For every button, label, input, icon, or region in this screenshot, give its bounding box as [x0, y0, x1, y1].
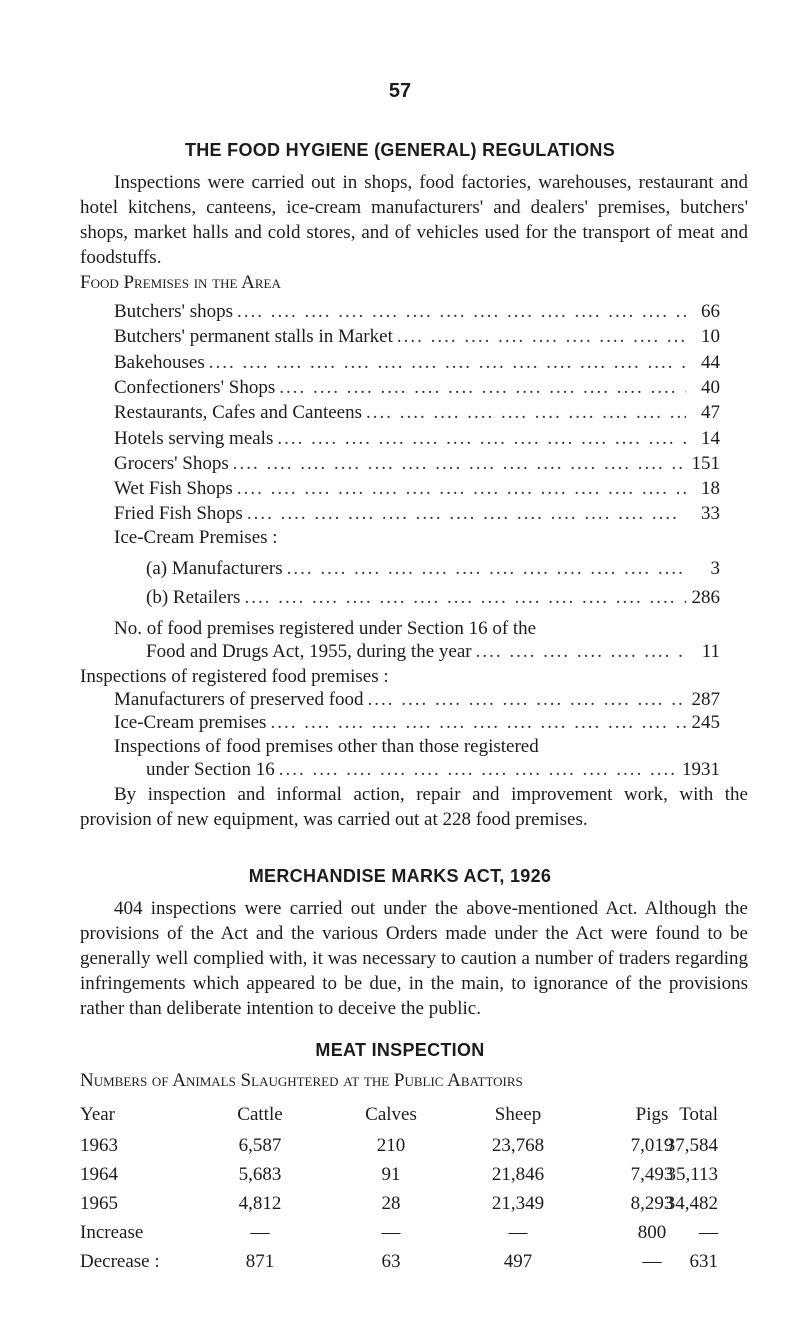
- meat-inspection-heading: MEAT INSPECTION: [315, 1040, 485, 1060]
- table-cell-total: 34,482: [665, 1193, 718, 1214]
- inspection-item-label: Manufacturers of preserved food: [114, 689, 364, 710]
- premises-item-row: [114, 324, 720, 349]
- ice-cream-item-value: 286: [691, 587, 720, 608]
- premises-item-value: 47: [701, 402, 720, 424]
- ice-cream-item-label: (a) Manufacturers: [146, 558, 283, 579]
- table-cell-calves: 210: [376, 1135, 406, 1156]
- premises-item-row: [114, 350, 720, 375]
- food-hygiene-closing: By inspection and informal action, repair and improvement work, with the provision of new equipment, was carried out at 228 food premises.: [80, 784, 748, 830]
- ice-cream-item-row: [146, 556, 720, 581]
- table-cell-year: 1964: [80, 1164, 118, 1185]
- table-cell-sheep: 497: [503, 1251, 533, 1272]
- inspections-heading: Inspections of registered food premises :: [80, 666, 389, 687]
- leader-dots: [266, 710, 686, 735]
- premises-item-value: 33: [701, 503, 720, 525]
- column-header-sheep: Sheep: [494, 1104, 542, 1125]
- premises-item-label: Fried Fish Shops: [114, 503, 243, 525]
- premises-item-row: [114, 476, 720, 501]
- table-cell-calves: 91: [381, 1164, 401, 1185]
- table-cell-pigs: 800: [637, 1222, 667, 1243]
- column-header-calves: Calves: [365, 1104, 417, 1125]
- column-header-total: Total: [679, 1104, 718, 1125]
- page-number: 57: [388, 80, 412, 102]
- premises-item-value: 18: [701, 478, 720, 500]
- premises-item-row: [114, 426, 720, 451]
- column-header-pigs: Pigs: [635, 1104, 669, 1125]
- premises-item-value: 40: [701, 376, 720, 398]
- leader-dots: [283, 556, 686, 581]
- table-cell-year: 1965: [80, 1193, 118, 1214]
- inspection-item-label: Ice-Cream premises: [114, 712, 267, 733]
- premises-item-label: Butchers' shops: [114, 301, 234, 322]
- table-cell-cattle: 4,812: [238, 1193, 282, 1214]
- table-cell-pigs: —: [642, 1251, 662, 1272]
- premises-item-label: Hotels serving meals: [114, 427, 274, 449]
- table-cell-sheep: 23,768: [491, 1135, 545, 1156]
- ice-cream-item-label: (b) Retailers: [146, 587, 241, 608]
- leader-dots: [240, 585, 686, 610]
- leader-dots: [472, 639, 686, 664]
- premises-item-row: [114, 299, 720, 324]
- premises-item-label: Confectioners' Shops: [114, 376, 276, 398]
- merchandise-marks-heading: MERCHANDISE MARKS ACT, 1926: [248, 866, 552, 886]
- table-cell-cattle: 871: [245, 1251, 275, 1272]
- premises-item-label: Grocers' Shops: [114, 452, 229, 474]
- other-line-2: under Section 16: [146, 759, 275, 780]
- premises-item-row: [114, 451, 720, 476]
- premises-item-label: Restaurants, Cafes and Canteens: [114, 402, 362, 424]
- food-hygiene-heading: THE FOOD HYGIENE (GENERAL) REGULATIONS: [184, 140, 616, 160]
- food-hygiene-intro: Inspections were carried out in shops, food factories, warehouses, restaurant and hotel kitchens, canteens, ice-cream manufacturers' and dealers' premises, butchers' shops, market halls and cold stores, and of vehicles used for the transport of meat and foodstuffs.: [80, 172, 748, 268]
- other-value: 1931: [682, 759, 720, 780]
- table-cell-pigs: 7,019: [630, 1135, 674, 1156]
- table-cell-year: 1963: [80, 1135, 118, 1156]
- table-cell-total: 37,584: [665, 1135, 718, 1156]
- leader-dots: [275, 757, 682, 782]
- table-cell-sheep: —: [508, 1222, 528, 1243]
- table-cell-total: 35,113: [666, 1164, 718, 1185]
- column-header-year: Year: [80, 1104, 116, 1125]
- abattoir-table-heading: Numbers of Animals Slaughtered at the Public Abattoirs: [80, 1070, 523, 1091]
- premises-item-value: 10: [701, 326, 720, 348]
- other-line-1: Inspections of food premises other than those registered: [114, 736, 539, 757]
- ice-cream-item-value: 3: [710, 558, 720, 579]
- leader-dots: [393, 324, 686, 349]
- table-cell-calves: 63: [381, 1251, 401, 1272]
- leader-dots: [362, 400, 686, 425]
- leader-dots: [364, 687, 686, 712]
- table-cell-sheep: 21,846: [491, 1164, 545, 1185]
- table-cell-sheep: 21,349: [491, 1193, 545, 1214]
- table-cell-cattle: 6,587: [238, 1135, 282, 1156]
- premises-item-row: [114, 400, 720, 425]
- merchandise-marks-body: 404 inspections were carried out under the above-mentioned Act. Although the provisions of the Act and the various Orders made under the Act were found to be generally well complied with, it was necessary to caution a number of traders regarding infringements which appeared to be due, in the main, to ignorance of the provisions rather than deliberate intention to deceive the public.: [80, 898, 748, 1019]
- premises-item-value: 151: [691, 452, 720, 474]
- inspection-item-value: 245: [691, 712, 720, 733]
- table-cell-pigs: 7,493: [630, 1164, 674, 1185]
- premises-item-row: [114, 501, 720, 526]
- leader-dots: [233, 299, 686, 324]
- leader-dots: [229, 451, 686, 476]
- premises-item-label: Bakehouses: [114, 351, 205, 373]
- other-row: [146, 757, 720, 782]
- leader-dots: [205, 350, 686, 375]
- table-cell-year: Decrease :: [80, 1251, 160, 1272]
- table-cell-cattle: —: [250, 1222, 270, 1243]
- table-cell-calves: 28: [381, 1193, 401, 1214]
- ice-cream-item-row: [146, 585, 720, 610]
- food-premises-heading: Food Premises in the Area: [80, 272, 281, 293]
- premises-item-value: 14: [701, 427, 720, 449]
- table-cell-pigs: 8,293: [630, 1193, 674, 1214]
- table-cell-calves: —: [381, 1222, 401, 1243]
- inspection-item-row: [114, 710, 720, 735]
- ice-cream-heading: Ice-Cream Premises :: [114, 527, 278, 548]
- registered-value: 11: [701, 641, 720, 662]
- table-cell-year: Increase: [80, 1222, 144, 1243]
- leader-dots: [243, 501, 686, 526]
- leader-dots: [233, 476, 686, 501]
- column-header-cattle: Cattle: [237, 1104, 283, 1125]
- table-cell-total: 631: [689, 1251, 718, 1272]
- registered-row: [146, 639, 720, 664]
- premises-item-label: Butchers' permanent stalls in Market: [114, 326, 393, 348]
- inspection-item-value: 287: [691, 689, 720, 710]
- registered-line-2: Food and Drugs Act, 1955, during the year: [146, 641, 472, 662]
- premises-item-label: Wet Fish Shops: [114, 478, 233, 500]
- premises-item-value: 44: [701, 351, 720, 373]
- table-cell-cattle: 5,683: [238, 1164, 282, 1185]
- premises-item-value: 66: [701, 301, 720, 322]
- premises-item-row: [114, 375, 720, 400]
- table-cell-total: —: [699, 1222, 718, 1243]
- registered-line-1: No. of food premises registered under Section 16 of the: [114, 618, 537, 639]
- leader-dots: [275, 375, 686, 400]
- inspection-item-row: [114, 687, 720, 712]
- leader-dots: [273, 426, 686, 451]
